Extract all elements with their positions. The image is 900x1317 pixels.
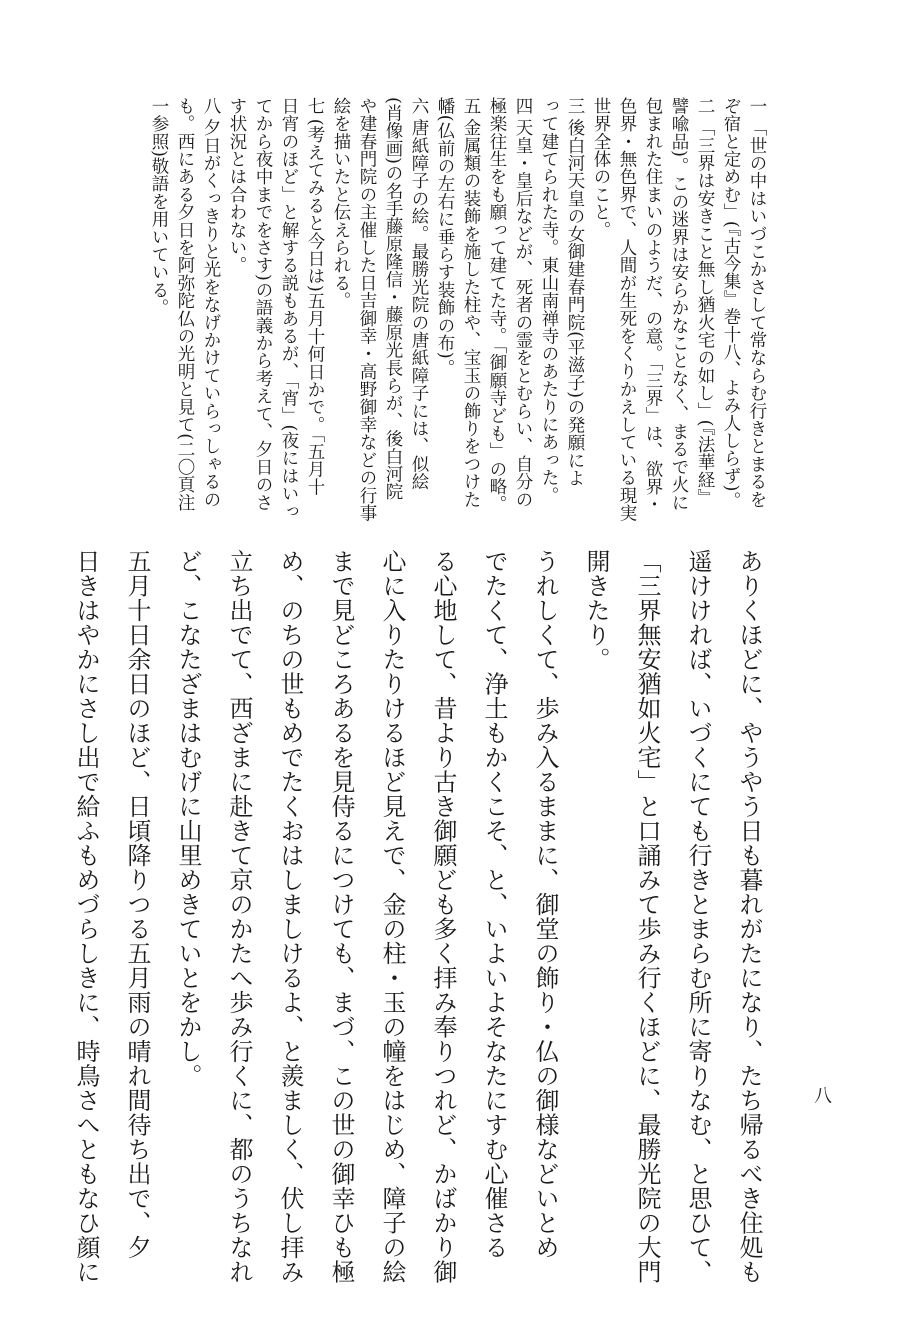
note-text: ぞ宿と定めむ」(『古今集』巻十八、よみ人しらず)。	[721, 97, 741, 510]
note-number: 五	[461, 97, 481, 115]
note-text: 極楽往生をも願って建てた寺。「御願寺ども」の略。	[487, 97, 507, 514]
main-text-line: 「三界無安猶如火宅」と口誦みて歩み行くほどに、最勝光院の大門	[633, 549, 661, 1284]
note-8	[146, 97, 224, 517]
note-number: 四	[513, 97, 533, 115]
note-text: (考えてみると今日は)五月十何日かで。「五月十	[305, 118, 325, 496]
main-text-line: でたくて、浄土もかくこそ、と、いよいよそなたにすむ心催さる	[480, 549, 508, 1260]
note-text: 天皇・皇后などが、死者の霊をとむらい、自分の	[513, 118, 533, 509]
main-text-line: 五月十日余日のほど、日頃降りつる五月雨の晴れ間待ち出で、夕	[123, 549, 151, 1260]
main-text-line: 日きはやかにさし出で給ふもめづらしきに、時鳥さへともなひ顔に	[72, 549, 100, 1284]
notes-section	[130, 97, 770, 522]
note-text: 「三界は安きこと無し猶火宅の如し」(『法華経』	[695, 118, 715, 507]
note-text: 夕日がくっきりと光をなげかけていらっしゃるの	[201, 118, 221, 509]
note-5	[432, 97, 484, 517]
note-2	[588, 97, 718, 522]
note-text: 金属類の装飾を施した柱や、宝玉の飾りをつけた	[461, 118, 481, 509]
note-text: 後白河天皇の女御建春門院(平滋子)の発願によ	[565, 118, 585, 487]
note-text: 幡(仏前の左右に垂らす装飾の布)。	[435, 97, 455, 377]
note-text: 絵を描いたと伝えられる。	[331, 97, 351, 310]
main-text-line: ありくほどに、やうやう日も暮れがたになり、たち帰るべき住処も	[735, 549, 763, 1284]
note-text: 包まれた住まいのようだ、の意。「三界」は、欲界・	[643, 97, 663, 514]
main-text-line: ど、こなたざまはむげに山里めきていとをかし。	[174, 549, 202, 1088]
note-1	[718, 97, 770, 517]
main-text-line: 遥けければ、いづくにても行きとまらむ所に寄りなむ、と思ひて、	[684, 549, 712, 1284]
main-text	[72, 549, 774, 1284]
main-text-line: うれしくて、歩み入るままに、御堂の飾り・仏の御様などいとめ	[531, 549, 559, 1260]
note-text: (肖像画)の名手藤原隆信・藤原光長らが、後白河院	[383, 97, 403, 501]
note-number: 七	[305, 97, 325, 115]
note-text: 譬喩品)。この迷界は安らかなことなく、まるで火に	[669, 97, 689, 512]
note-number: 一	[747, 97, 767, 115]
note-3	[536, 97, 588, 517]
page-number: 八	[811, 1086, 832, 1104]
note-4	[484, 97, 536, 517]
main-text-line: る心地して、昔より古き御願ども多く拝み奉りつれど、かばかり御	[429, 549, 457, 1284]
note-number: 三	[565, 97, 585, 115]
note-text: てから夜中までをさす)の語義から考えて、夕日のさ	[253, 97, 273, 512]
note-6	[328, 97, 432, 522]
main-text-line: 開きたり。	[582, 549, 610, 672]
note-7	[224, 97, 328, 521]
note-text: って建てられた寺。東山南禅寺のあたりにあった。	[539, 97, 559, 505]
main-text-line: め、のちの世もめでたくおはしましけるよ、と羨ましく、伏し拝み	[276, 549, 304, 1284]
note-number: 六	[409, 97, 429, 115]
note-text: 一参照)敬語を用いている。	[149, 97, 169, 317]
note-text: 日宵のほど」と解する説もあるが、「宵」(夜にはいっ	[279, 97, 299, 521]
main-text-line: まで見どころあるを見侍るにつけても、まづ、この世の御幸ひも極	[327, 549, 355, 1284]
note-text: 「世の中はいづこかさして常ならむ行きとまるを	[747, 118, 767, 509]
main-text-line: 立ち出でて、西ざまに赴きて京のかたへ歩み行くに、都のうちなれ	[225, 549, 253, 1284]
note-text: も。西にある夕日を阿弥陀仏の光明と見て(二〇頁注	[175, 97, 195, 512]
note-text: 世界全体のこと。	[591, 97, 611, 239]
note-text: す状況とは合わない。	[227, 97, 247, 274]
note-text: や建春門院の主催した日吉御幸・高野御幸などの行事	[357, 97, 377, 522]
note-text: 色界・無色界で、人間が生死をくりかえしている現実	[617, 97, 637, 522]
note-text: 唐紙障子の絵。最勝光院の唐紙障子には、似絵	[409, 118, 429, 491]
note-number: 八	[201, 97, 221, 115]
note-number: 二	[695, 97, 715, 115]
main-text-line: 心に入りたりけるほど見えで、金の柱・玉の幢をはじめ、障子の絵	[378, 549, 406, 1284]
